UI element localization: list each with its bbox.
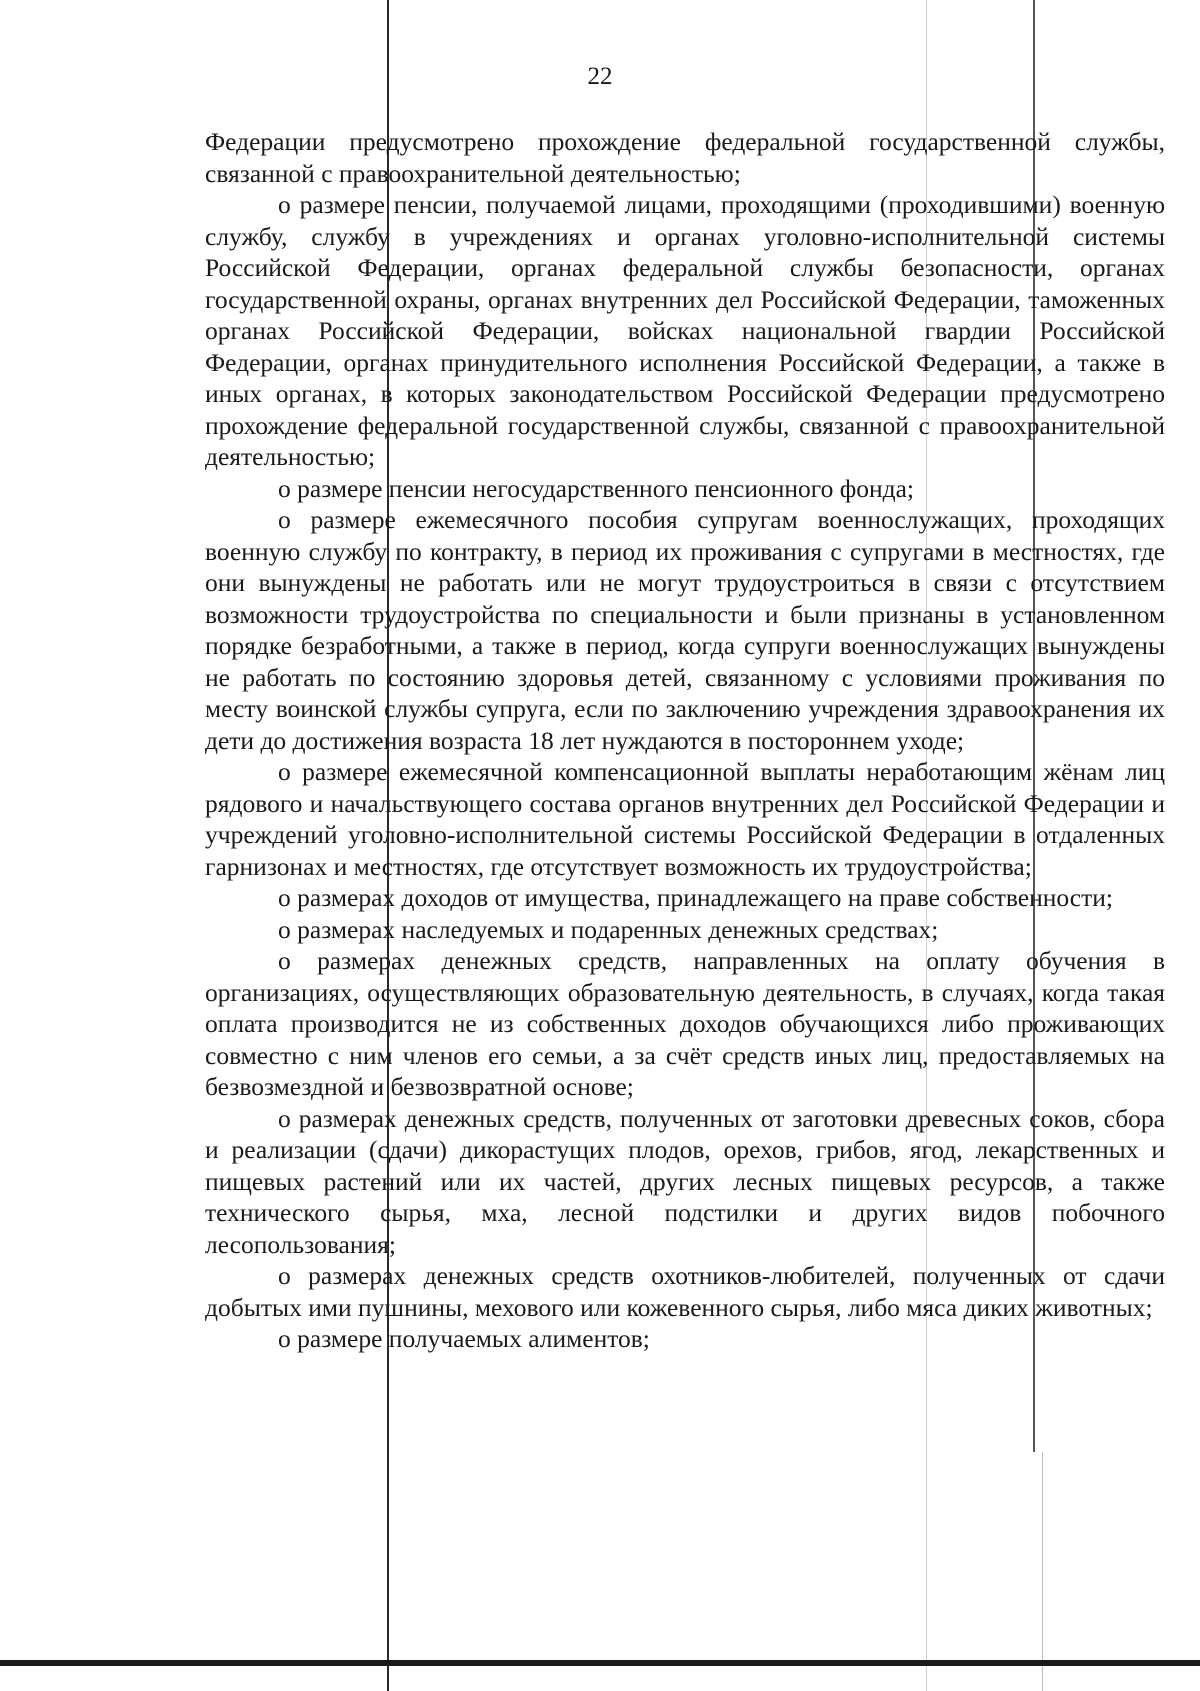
paragraph: о размере ежемесячной компенсационной выплаты неработающим жёнам лиц рядового и начальствующего состава органов внутренних дел Российской Федерации и учреждений уголовно-исполнительной системы Российской Федерации в отдаленных гарнизонах и местностях, где отсутствует возможность их трудоустройства;	[205, 757, 1165, 881]
document-body	[205, 126, 1165, 1355]
page-number: 22	[587, 63, 613, 90]
paragraph: о размере пенсии негосударственного пенсионного фонда;	[278, 473, 915, 503]
paragraph: о размерах денежных средств, полученных от заготовки древесных соков, сбора и реализации (сдачи) дикорастущих плодов, орехов, грибов, ягод, лекарственных и пищевых растений или их частей, других лесных пищевых ресурсов, а также технического сырья, мха, лесной подстилки и других видов побочного лесопользования;	[205, 1103, 1165, 1259]
paragraph: Федерации предусмотрено прохождение федеральной государственной службы, связанной с правоохранительной деятельностью;	[205, 127, 1165, 188]
paragraph: о размере ежемесячного пособия супругам военнослужащих, проходящих военную службу по контракту, в период их проживания с супругами в местностях, где они вынуждены не работать или не могут трудоустроиться в связи с отсутствием возможности трудоустройства по специальности и были признаны в установленном порядке безработными, а также в период, когда супруги военнослужащих вынуждены не работать по состоянию здоровья детей, связанному с условиями проживания по месту воинской службы супруга, если по заключению учреждения здравоохранения их дети до достижения возраста 18 лет нуждаются в постороннем уходе;	[205, 505, 1165, 755]
scan-bottom-edge	[0, 1660, 1200, 1666]
paragraph: о размерах доходов от имущества, принадлежащего на праве собственности;	[278, 883, 1113, 912]
paragraph: о размере получаемых алиментов;	[278, 1324, 650, 1353]
paragraph: о размерах денежных средств охотников-любителей, полученных от сдачи добытых ими пушнины, мехового или кожевенного сырья, либо мяса диких животных;	[205, 1261, 1165, 1322]
scan-artifact-line	[1042, 1452, 1043, 1691]
paragraph: о размерах наследуемых и подаренных денежных средствах;	[278, 914, 939, 944]
paragraph: о размерах денежных средств, направленных на оплату обучения в организациях, осуществляющих образовательную деятельность, в случаях, когда такая оплата производится не из собственных доходов обучающихся либо проживающих совместно с ним членов его семьи, а за счёт средств иных лиц, предоставляемых на безвозмездной и безвозвратной основе;	[205, 946, 1165, 1101]
paragraph: о размере пенсии, получаемой лицами, проходящими (проходившими) военную службу, службу в учреждениях и органах уголовно-исполнительной системы Российской Федерации, органах федеральной службы безопасности, органах государственной охраны, органах внутренних дел Российской Федерации, таможенных органах Российской Федерации, войсках национальной гвардии Российской Федерации, органах принудительного исполнения Российской Федерации, а также в иных органах, в которых законодательством Российской Федерации предусмотрено прохождение федеральной государственной службы, связанной с правоохранительной деятельностью;	[205, 190, 1165, 471]
